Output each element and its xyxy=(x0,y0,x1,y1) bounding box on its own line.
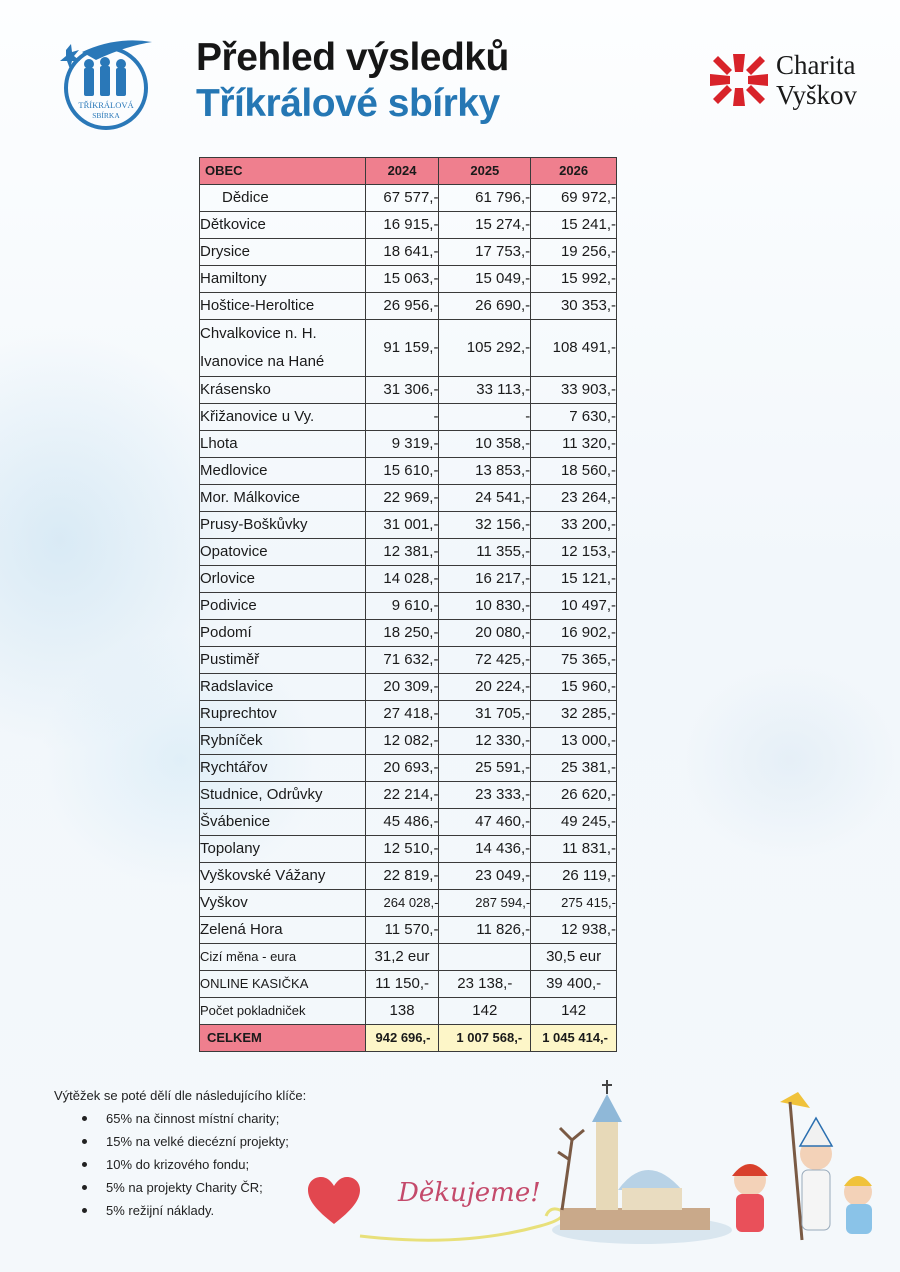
table-row xyxy=(200,809,617,836)
value-2025: 15 274,- xyxy=(439,212,531,239)
value-2024: 15 610,- xyxy=(365,458,439,485)
value-2024: 14 028,- xyxy=(365,566,439,593)
value-2026: 108 491,- xyxy=(531,320,617,377)
header-obec: OBEC xyxy=(200,158,366,185)
value-2026: 12 153,- xyxy=(531,539,617,566)
table-row xyxy=(200,647,617,674)
value-2026: 33 200,- xyxy=(531,512,617,539)
table-row-foreign-currency xyxy=(200,944,617,971)
value-2026: 13 000,- xyxy=(531,728,617,755)
obec-name: Dědice xyxy=(200,185,366,212)
list-item-text: 10% do krizového fondu; xyxy=(106,1157,250,1172)
table-row xyxy=(200,404,617,431)
table-row xyxy=(200,377,617,404)
bullet-icon xyxy=(82,1116,87,1121)
list-item-text: 65% na činnost místní charity; xyxy=(106,1111,280,1126)
table-header-row xyxy=(200,158,617,185)
organization-name xyxy=(776,50,857,110)
distribution-intro: Výtěžek se poté dělí dle následujícího klíče: xyxy=(54,1088,307,1103)
value-2024: 16 915,- xyxy=(365,212,439,239)
organization-line2: Vyškov xyxy=(776,80,858,110)
value-2026: 16 902,- xyxy=(531,620,617,647)
obec-name: Vyškov xyxy=(200,890,366,917)
value-2026: 275 415,- xyxy=(531,890,617,917)
value-2024: 9 319,- xyxy=(365,431,439,458)
value-2026: 15 121,- xyxy=(531,566,617,593)
value-2024: 71 632,- xyxy=(365,647,439,674)
value-2025: 11 826,- xyxy=(439,917,531,944)
trikralova-sbirka-logo xyxy=(56,30,154,130)
table-row xyxy=(200,485,617,512)
value-2024: 9 610,- xyxy=(365,593,439,620)
header-2025: 2025 xyxy=(439,158,531,185)
value-2026: 15 960,- xyxy=(531,674,617,701)
table-row xyxy=(200,701,617,728)
value-2025: 13 853,- xyxy=(439,458,531,485)
value-2026: 12 938,- xyxy=(531,917,617,944)
list-item xyxy=(54,1130,289,1153)
total-2024: 942 696,- xyxy=(365,1025,439,1052)
value-2024: 31,2 eur xyxy=(365,944,439,971)
obec-name: Rybníček xyxy=(200,728,366,755)
value-2024: 12 381,- xyxy=(365,539,439,566)
obec-name: Křižanovice u Vy. xyxy=(200,404,366,431)
table-row xyxy=(200,512,617,539)
table-row xyxy=(200,185,617,212)
value-2024: 22 969,- xyxy=(365,485,439,512)
obec-name: Dětkovice xyxy=(200,212,366,239)
table-row-merged xyxy=(200,320,617,349)
value-2026: 30 353,- xyxy=(531,293,617,320)
organization-line1: Charita xyxy=(776,50,856,80)
value-2025: 17 753,- xyxy=(439,239,531,266)
list-item-text: 5% na projekty Charity ČR; xyxy=(106,1180,263,1195)
value-2025: 11 355,- xyxy=(439,539,531,566)
table-row xyxy=(200,863,617,890)
distribution-list xyxy=(54,1107,289,1222)
list-item-text: 5% režijní náklady. xyxy=(106,1203,215,1218)
results-table xyxy=(199,157,617,1052)
total-label: CELKEM xyxy=(200,1025,366,1052)
value-2024: 264 028,- xyxy=(365,890,439,917)
table-row xyxy=(200,836,617,863)
obec-name: Podomí xyxy=(200,620,366,647)
caritas-cross-icon xyxy=(708,52,770,108)
table-row xyxy=(200,674,617,701)
total-2025: 1 007 568,- xyxy=(439,1025,531,1052)
value-2025: 15 049,- xyxy=(439,266,531,293)
value-2025: 23 049,- xyxy=(439,863,531,890)
table-row xyxy=(200,539,617,566)
value-2025: 25 591,- xyxy=(439,755,531,782)
table-row xyxy=(200,917,617,944)
obec-name: Hamiltony xyxy=(200,266,366,293)
row-label: Počet pokladniček xyxy=(200,998,366,1025)
bullet-icon xyxy=(82,1162,87,1167)
bullet-icon xyxy=(82,1185,87,1190)
obec-name: Krásensko xyxy=(200,377,366,404)
list-item xyxy=(54,1107,289,1130)
value-2026: 11 320,- xyxy=(531,431,617,458)
obec-name: Švábenice xyxy=(200,809,366,836)
value-2026: 69 972,- xyxy=(531,185,617,212)
value-2026: 11 831,- xyxy=(531,836,617,863)
obec-name: Opatovice xyxy=(200,539,366,566)
value-2024: 11 570,- xyxy=(365,917,439,944)
table-row xyxy=(200,728,617,755)
table-row xyxy=(200,566,617,593)
value-2024: 11 150,- xyxy=(365,971,439,998)
value-2026: 39 400,- xyxy=(531,971,617,998)
list-item xyxy=(54,1199,289,1222)
value-2026: 49 245,- xyxy=(531,809,617,836)
table-row xyxy=(200,593,617,620)
value-2026: 19 256,- xyxy=(531,239,617,266)
obec-name: Lhota xyxy=(200,431,366,458)
value-2025: 12 330,- xyxy=(439,728,531,755)
obec-name: Topolany xyxy=(200,836,366,863)
value-2026: 75 365,- xyxy=(531,647,617,674)
obec-name: Mor. Málkovice xyxy=(200,485,366,512)
value-2025: 23 138,- xyxy=(439,971,531,998)
value-2025: 32 156,- xyxy=(439,512,531,539)
value-2026: 33 903,- xyxy=(531,377,617,404)
total-2026: 1 045 414,- xyxy=(531,1025,617,1052)
value-2026: 32 285,- xyxy=(531,701,617,728)
list-item xyxy=(54,1153,289,1176)
obec-name: Medlovice xyxy=(200,458,366,485)
obec-name: Ivanovice na Hané xyxy=(200,348,366,377)
value-2025: 10 830,- xyxy=(439,593,531,620)
obec-name: Prusy-Boškůvky xyxy=(200,512,366,539)
value-2025: 61 796,- xyxy=(439,185,531,212)
obec-name: Orlovice xyxy=(200,566,366,593)
value-2024: 91 159,- xyxy=(365,320,439,377)
obec-name: Podivice xyxy=(200,593,366,620)
value-2025: 26 690,- xyxy=(439,293,531,320)
value-2026: 26 620,- xyxy=(531,782,617,809)
value-2024: 20 693,- xyxy=(365,755,439,782)
value-2026: 26 119,- xyxy=(531,863,617,890)
value-2024: 45 486,- xyxy=(365,809,439,836)
table-row xyxy=(200,431,617,458)
header-2026: 2026 xyxy=(531,158,617,185)
bullet-icon xyxy=(82,1139,87,1144)
value-2026: 142 xyxy=(531,998,617,1025)
list-item xyxy=(54,1176,289,1199)
value-2025: 20 080,- xyxy=(439,620,531,647)
value-2024: 22 819,- xyxy=(365,863,439,890)
obec-name: Hoštice-Heroltice xyxy=(200,293,366,320)
value-2025: 16 217,- xyxy=(439,566,531,593)
value-2024: - xyxy=(365,404,439,431)
value-2025: 14 436,- xyxy=(439,836,531,863)
row-label: Cizí měna - eura xyxy=(200,944,366,971)
table-row-count xyxy=(200,998,617,1025)
header-2024: 2024 xyxy=(365,158,439,185)
value-2024: 20 309,- xyxy=(365,674,439,701)
value-2025: 287 594,- xyxy=(439,890,531,917)
row-label: ONLINE KASIČKA xyxy=(200,971,366,998)
value-2026: 30,5 eur xyxy=(531,944,617,971)
value-2025: - xyxy=(439,404,531,431)
value-2024: 67 577,- xyxy=(365,185,439,212)
value-2026: 25 381,- xyxy=(531,755,617,782)
obec-name: Vyškovské Vážany xyxy=(200,863,366,890)
title-line2: Tříkrálové sbírky xyxy=(196,82,500,125)
obec-name: Chvalkovice n. H. xyxy=(200,320,366,349)
value-2024: 12 510,- xyxy=(365,836,439,863)
three-kings-illustration xyxy=(552,1080,892,1250)
value-2026: 23 264,- xyxy=(531,485,617,512)
logo-text-line2: SBÍRKA xyxy=(92,111,120,120)
value-2024: 27 418,- xyxy=(365,701,439,728)
value-2025: 142 xyxy=(439,998,531,1025)
value-2025: 24 541,- xyxy=(439,485,531,512)
value-2025 xyxy=(439,944,531,971)
obec-name: Zelená Hora xyxy=(200,917,366,944)
value-2025: 10 358,- xyxy=(439,431,531,458)
bullet-icon xyxy=(82,1208,87,1213)
table-row xyxy=(200,212,617,239)
value-2024: 18 250,- xyxy=(365,620,439,647)
obec-name: Drysice xyxy=(200,239,366,266)
thanks-text: Děkujeme! xyxy=(398,1178,541,1208)
value-2026: 15 241,- xyxy=(531,212,617,239)
table-row xyxy=(200,782,617,809)
value-2026: 10 497,- xyxy=(531,593,617,620)
value-2025: 105 292,- xyxy=(439,320,531,377)
title-line1: Přehled výsledků xyxy=(196,36,509,79)
value-2024: 31 001,- xyxy=(365,512,439,539)
value-2024: 12 082,- xyxy=(365,728,439,755)
value-2025: 33 113,- xyxy=(439,377,531,404)
obec-name: Ruprechtov xyxy=(200,701,366,728)
value-2025: 31 705,- xyxy=(439,701,531,728)
value-2025: 20 224,- xyxy=(439,674,531,701)
table-row xyxy=(200,890,617,917)
table-row xyxy=(200,293,617,320)
value-2026: 18 560,- xyxy=(531,458,617,485)
list-item-text: 15% na velké diecézní projekty; xyxy=(106,1134,289,1149)
table-row xyxy=(200,755,617,782)
obec-name: Radslavice xyxy=(200,674,366,701)
value-2026: 15 992,- xyxy=(531,266,617,293)
table-row-total xyxy=(200,1025,617,1052)
value-2026: 7 630,- xyxy=(531,404,617,431)
value-2024: 26 956,- xyxy=(365,293,439,320)
value-2025: 23 333,- xyxy=(439,782,531,809)
table-row xyxy=(200,266,617,293)
table-row xyxy=(200,620,617,647)
table-row-online xyxy=(200,971,617,998)
table-row xyxy=(200,458,617,485)
value-2024: 22 214,- xyxy=(365,782,439,809)
obec-name: Rychtářov xyxy=(200,755,366,782)
value-2024: 15 063,- xyxy=(365,266,439,293)
table-row xyxy=(200,239,617,266)
value-2024: 31 306,- xyxy=(365,377,439,404)
value-2025: 47 460,- xyxy=(439,809,531,836)
value-2024: 18 641,- xyxy=(365,239,439,266)
value-2024: 138 xyxy=(365,998,439,1025)
obec-name: Pustiměř xyxy=(200,647,366,674)
logo-text-line1: TŘÍKRÁLOVÁ xyxy=(78,100,134,110)
value-2025: 72 425,- xyxy=(439,647,531,674)
obec-name: Studnice, Odrůvky xyxy=(200,782,366,809)
